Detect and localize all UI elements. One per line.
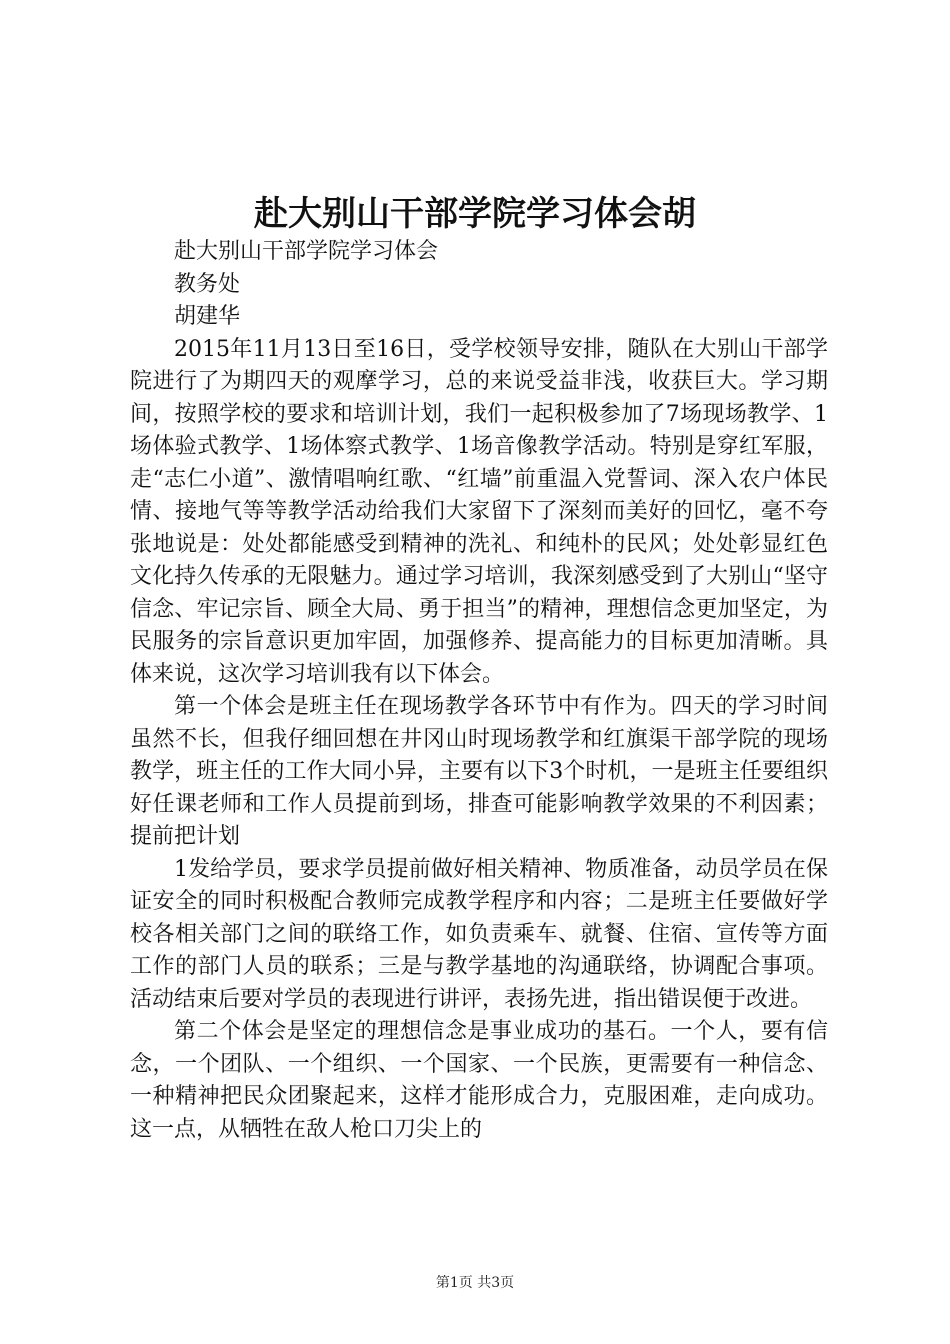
department-line: 教务处 — [174, 271, 241, 297]
paragraph-intro: 2015年11月13日至16日，受学校领导安排，随队在大别山干部学院进行了为期四天的观摩学习，总的来说受益非浅，收获巨大。学习期间，按照学校的要求和培训计划，我们一起积极参加了7场现场教学、1场体验式教学、1场体察式教学、1场音像教学活动。特别是穿红军服，走“志仁小道”、激情唱响红歌、“红墙”前重温入党誓词、深入农户体民情、接地气等等教学活动给我们大家留下了深刻而美好的回忆，毫不夸张地说是：处处都能感受到精神的洗礼、和纯朴的民风；处处彰显红色文化持久传承的无限魅力。通过学习培训，我深刻感受到了大别山“坚守信念、牢记宗旨、顾全大局、勇于担当”的精神，理想信念更加坚定，为民服务的宗旨意识更加牢固，加强修养、提高能力的目标更加清晰。具体来说，这次学习培训我有以下体会。 — [130, 336, 828, 687]
paragraph-second-experience: 第二个体会是坚定的理想信念是事业成功的基石。一个人，要有信念，一个团队、一个组织、一个国家、一个民族，更需要有一种信念、一种精神把民众团聚起来，这样才能形成合力，克服困难，走向成功。这一点，从牺牲在敌人枪口刀尖上的 — [130, 1019, 828, 1142]
paragraph-first-experience: 第一个体会是班主任在现场教学各环节中有作为。四天的学习时间虽然不长，但我仔细回想在井冈山时现场教学和红旗渠干部学院的现场教学，班主任的工作大同小异，主要有以下3个时机，一是班主任要组织好任课老师和工作人员提前到场，排查可能影响教学效果的不利因素；提前把计划 — [130, 694, 828, 849]
subtitle-line: 赴大别山干部学院学习体会 — [174, 239, 439, 264]
document-title: 赴大别山干部学院学习体会胡 — [254, 194, 696, 234]
author-line: 胡建华 — [174, 304, 241, 329]
page-footer: 第1页 共3页 — [435, 1275, 515, 1291]
document-body — [130, 236, 828, 1146]
paragraph-continuation: 1发给学员，要求学员提前做好相关精神、物质准备，动员学员在保证安全的同时积极配合教师完成教学程序和内容；二是班主任要做好学校各相关部门之间的联络工作，如负责乘车、就餐、住宿、宣传等方面工作的部门人员的联系；三是与教学基地的沟通联络，协调配合事项。活动结束后要对学员的表现进行讲评，表扬先进，指出错误便于改进。 — [130, 856, 828, 1012]
